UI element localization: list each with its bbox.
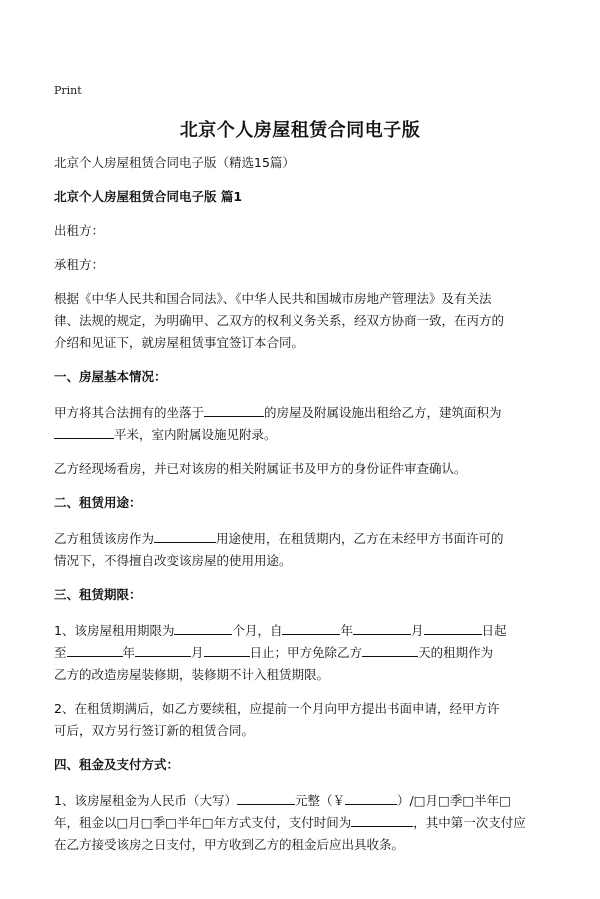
section-3-paragraph-2: 2、在租赁期满后，如乙方要续租，应提前一个月向甲方提出书面申请，经甲方许 xyxy=(54,701,500,716)
end-month-blank[interactable] xyxy=(135,643,191,657)
document-body xyxy=(54,152,554,856)
print-link[interactable]: Print xyxy=(54,84,82,97)
start-year-blank[interactable] xyxy=(282,621,340,635)
section-1-paragraph-1-cont: 平米，室内附属设施见附录。 xyxy=(54,424,554,446)
end-day-blank[interactable] xyxy=(204,643,250,657)
subtitle: 北京个人房屋租赁合同电子版（精选15篇） xyxy=(54,155,295,170)
section-2-heading: 二、租赁用途： xyxy=(54,495,142,510)
start-day-blank[interactable] xyxy=(424,621,482,635)
rent-amount-blank[interactable] xyxy=(345,791,397,805)
section-2-paragraph-1: 乙方租赁该房作为 用途使用，在租赁期内，乙方在未经甲方书面许可的 xyxy=(54,531,504,546)
section-3-paragraph-1-end: 乙方的改造房屋装修期，装修期不计入租赁期限。 xyxy=(54,667,330,682)
section-3-paragraph-2-cont: 可后，双方另行签订新的租赁合同。 xyxy=(54,723,255,738)
months-blank[interactable] xyxy=(174,621,232,635)
document-title: 北京个人房屋租赁合同电子版 xyxy=(179,120,421,141)
section-3-paragraph-1: 1、该房屋租用期限为 个月，自 年 月 日起 xyxy=(54,623,507,638)
location-blank[interactable] xyxy=(204,403,264,417)
intro-line-1: 根据《中华人民共和国合同法》、《中华人民共和国城市房地产管理法》及有关法 xyxy=(54,291,492,306)
section-4-paragraph-1: 1、该房屋租金为人民币（大写） 元整（￥ ）/□月□季□半年□ xyxy=(54,793,511,808)
section-2-paragraph-1-cont: 情况下，不得擅自改变该房屋的使用用途。 xyxy=(54,553,292,568)
payment-time-blank[interactable] xyxy=(351,813,413,827)
usage-blank[interactable] xyxy=(154,529,216,543)
lessor-line: 出租方： xyxy=(54,223,105,238)
section-4-heading: 四、租金及支付方式： xyxy=(54,757,180,772)
renovation-days-blank[interactable] xyxy=(362,643,418,657)
intro-line-2: 律、法规的规定，为明确甲、乙双方的权利义务关系，经双方协商一致，在丙方的 xyxy=(54,313,505,328)
section-1-heading: 一、房屋基本情况： xyxy=(54,369,167,384)
section-1-paragraph-2: 乙方经现场看房，并已对该房的相关附属证书及甲方的身份证件审查确认。 xyxy=(54,461,467,476)
start-month-blank[interactable] xyxy=(353,621,411,635)
section-3-paragraph-1-cont: 至 年 月 日止；甲方免除乙方 天的租期作为 xyxy=(54,645,494,660)
rent-words-blank[interactable] xyxy=(237,791,295,805)
area-blank[interactable] xyxy=(54,425,114,439)
lessee-line: 承租方： xyxy=(54,257,105,272)
end-year-blank[interactable] xyxy=(67,643,123,657)
section-1-paragraph-1: 甲方将其合法拥有的坐落于 的房屋及附属设施出租给乙方，建筑面积为 xyxy=(54,405,502,420)
section-4-paragraph-1-end: 在乙方接受该房之日支付，甲方收到乙方的租金后应出具收条。 xyxy=(54,837,405,852)
article-heading: 北京个人房屋租赁合同电子版 篇1 xyxy=(54,189,243,204)
intro-line-3: 介绍和见证下，就房屋租赁事宜签订本合同。 xyxy=(54,335,305,350)
section-4-paragraph-1-cont: 年，租金以□月□季□半年□年方式支付，支付时间为 ，其中第一次支付应 xyxy=(54,815,526,830)
section-3-heading: 三、租赁期限： xyxy=(54,587,142,602)
